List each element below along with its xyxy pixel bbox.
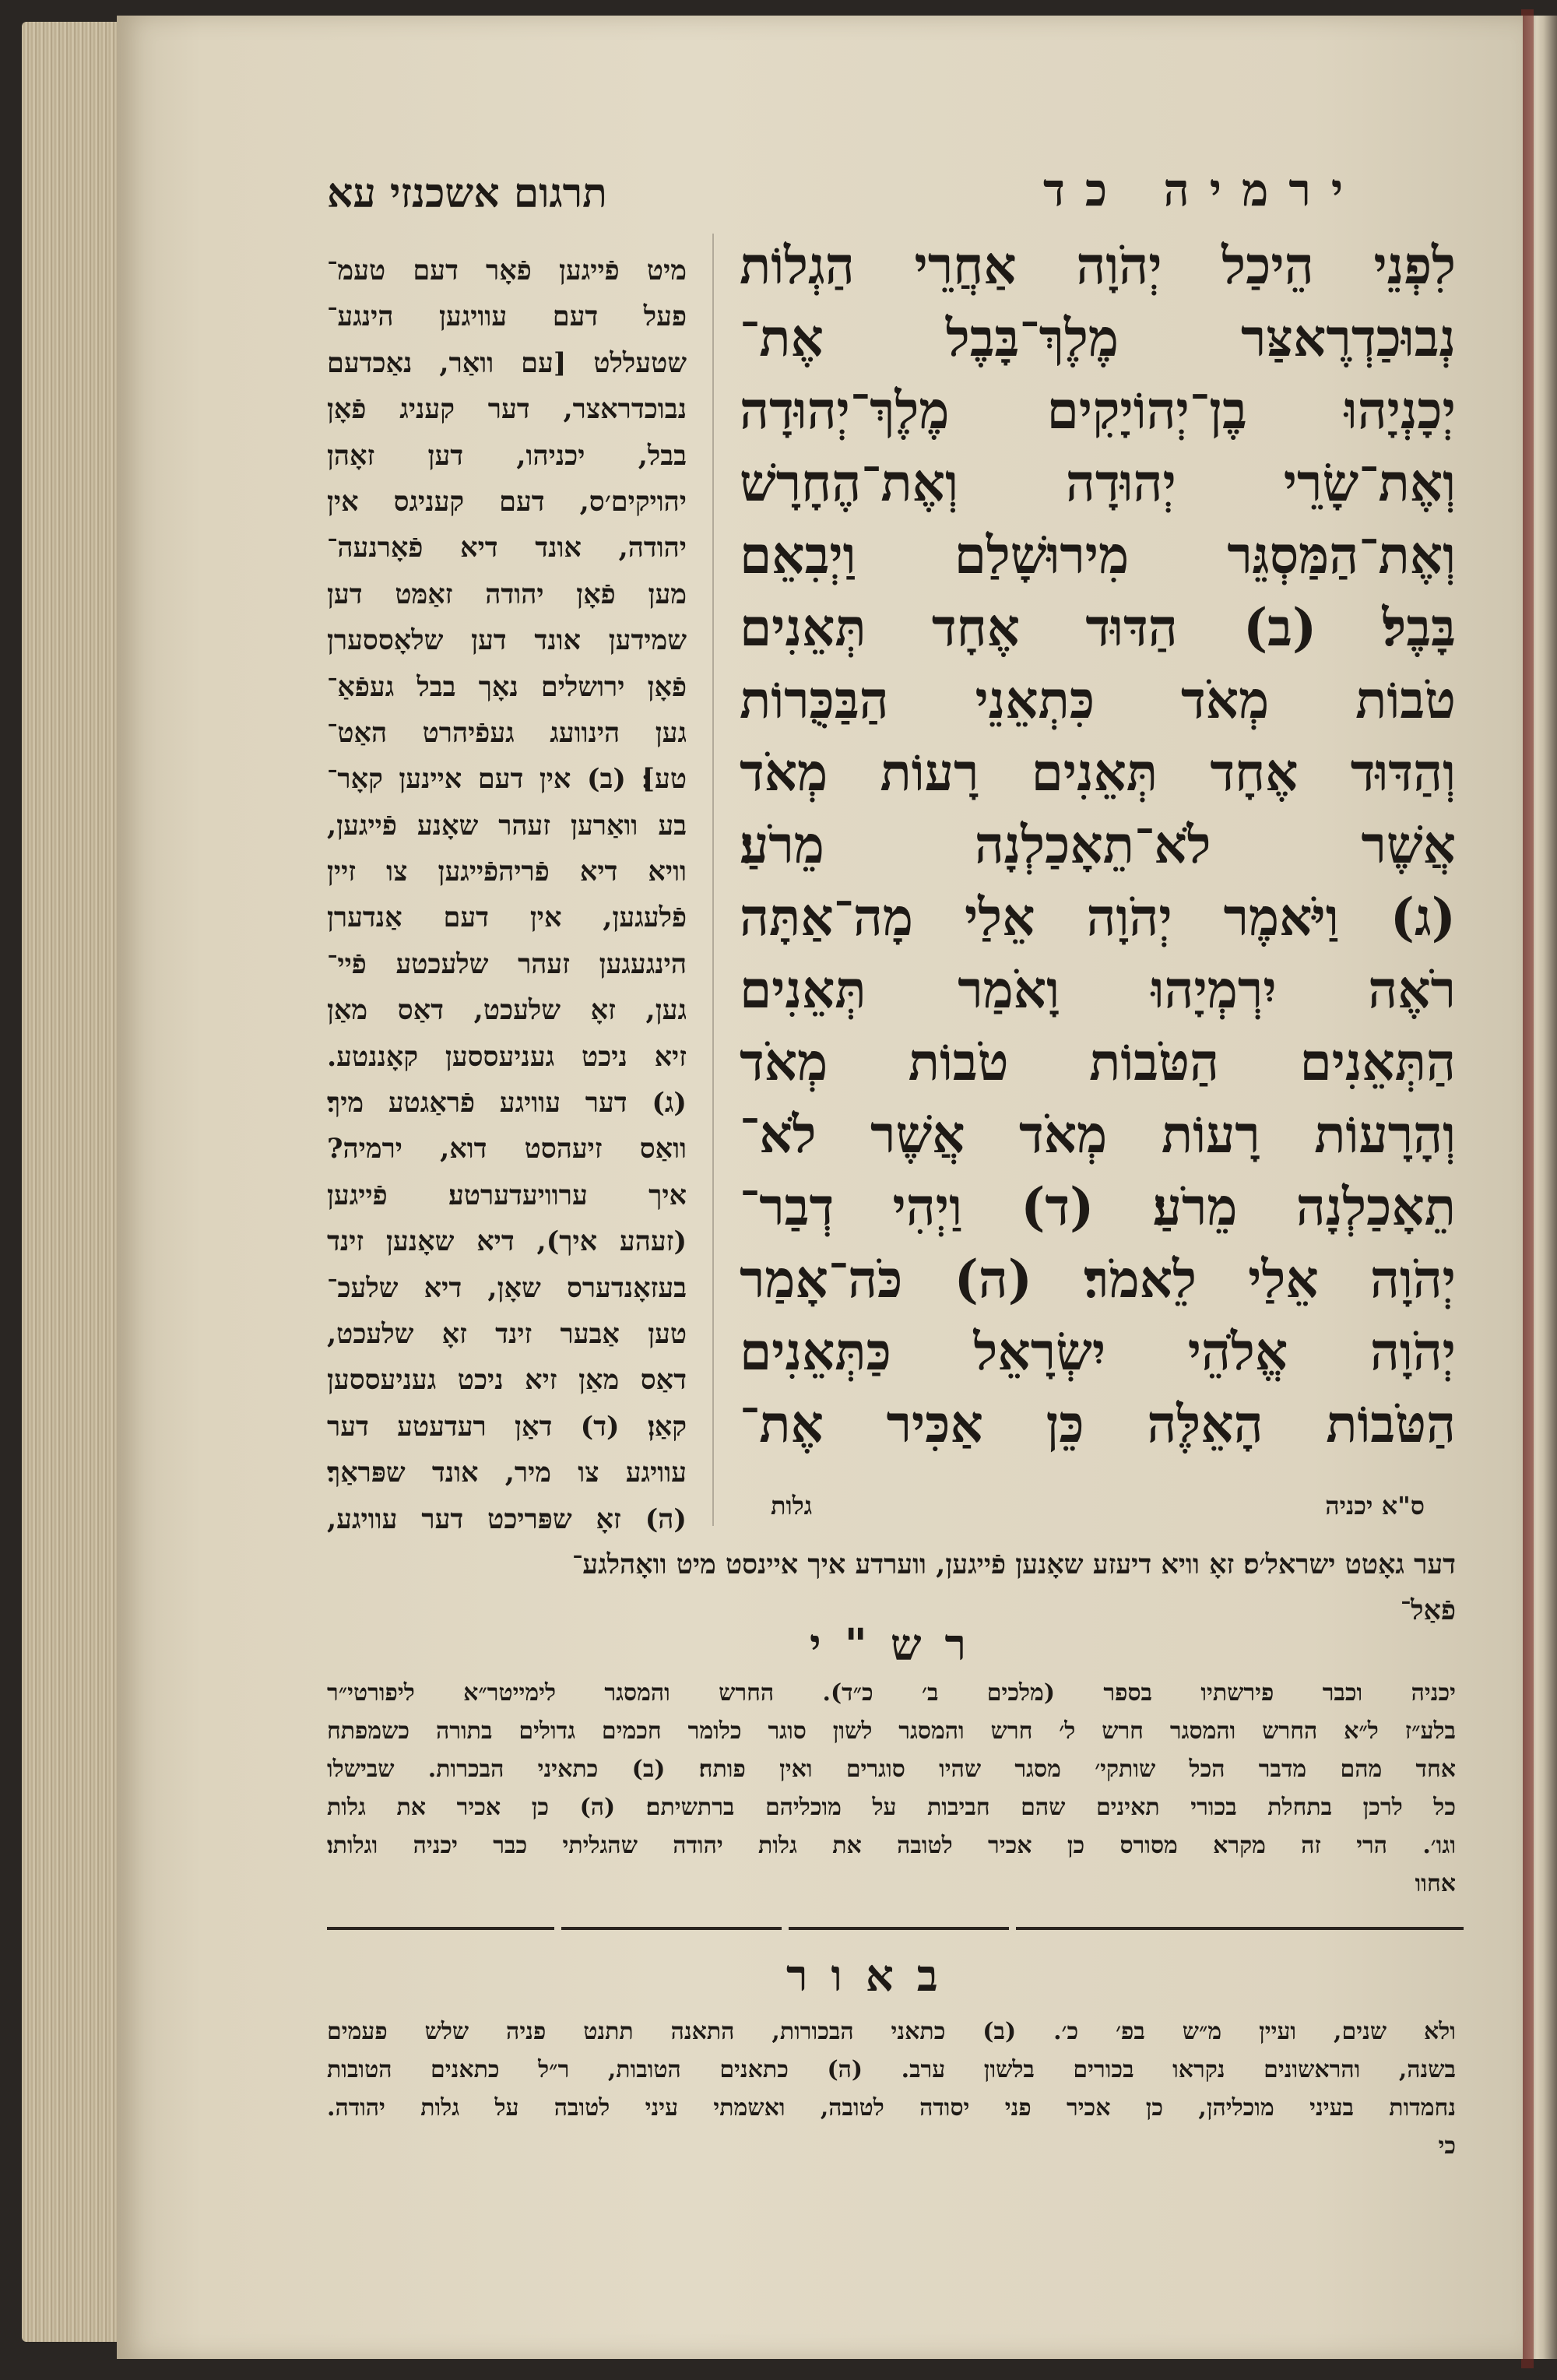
hebrew-line: הַתְּאֵנִים הַטֹּבוֹת טֹבוֹת מְאֹד	[740, 1032, 1456, 1092]
targum-line: דאַס מאַן זיא ניכט געניעססען	[327, 1364, 687, 1397]
hebrew-text-column	[740, 230, 1456, 1461]
targum-line: גען הינוועג געפֿיהרט האַט־	[327, 716, 687, 749]
targum-line: (זעהע איך), דיא שאָנען זינד	[327, 1225, 687, 1258]
running-header-targum: תרגום אשכנזי עא	[327, 170, 607, 217]
targum-line: וואַס זיעהסט דוא, ירמיה?	[327, 1133, 687, 1165]
hebrew-line: בָּבֶל׃ (ב) הַדּוּד אֶחָד תְּאֵנִים	[740, 597, 1456, 658]
biur-heading: באור	[786, 1950, 961, 2002]
footnote-variant-alt: גלות	[771, 1491, 813, 1520]
hebrew-line: וְהָרָעוֹת רָעוֹת מְאֹד אֲשֶׁר לֹא־	[740, 1104, 1456, 1165]
targum-continuation-line: דער גאָטט ישראל׳ס׃ זאָ וויא דיעזע שאָנען פֿייגען, ווערדע איך איינסט מיט וואָהלגע־	[571, 1549, 1456, 1580]
targum-line: פעל דעם עוויגען הינגע־	[327, 301, 687, 333]
targum-continuation-line: פֿאַל־	[1400, 1594, 1456, 1627]
targum-line: (ג) דער עוויגע פֿראַגטע מיך׃	[327, 1087, 687, 1120]
rashi-catchword: אחוו	[1415, 1870, 1456, 1897]
targum-line: גען, זאָ שלעכט, דאַס מאַן	[327, 994, 687, 1027]
hebrew-line: יְכָנְיָהוּ בֶן־יְהוֹיָקִים מֶלֶךְ־יְהוּדָה	[740, 380, 1456, 441]
targum-line: עוויגע צו מיר, אונד שפּראַך׃	[327, 1457, 687, 1489]
hebrew-line: וְאֶת־שָׂרֵי יְהוּדָה וְאֶת־הֶחָרָשׁ	[740, 452, 1456, 513]
targum-line: יהויקים׳ס, דעם קעניגס אין	[327, 485, 687, 518]
targum-line: טען אַבער זינד זאָ שלעכט,	[327, 1317, 687, 1350]
column-divider	[712, 234, 714, 1526]
targum-line: בעזאָנדערס שאָן, דיא שלעכ־	[327, 1271, 687, 1304]
hebrew-line: לִפְנֵי הֵיכַל יְהֹוָה אַחֲרֵי הַגְלוֹת	[740, 235, 1456, 296]
hebrew-line: הַטֹּבוֹת הָאֵלֶּה כֵּן אַכִּיר אֶת־	[740, 1394, 1456, 1454]
rashi-line: כל לרכן בתחלת בכורי תאינים שהם חביבות על מוכליהם ברתשיתם׃ (ה) כן אכיר את גלות	[327, 1794, 1456, 1821]
targum-line: וויא דיא פֿריהפֿייגען צו זיין	[327, 856, 687, 888]
binding-strip	[1521, 9, 1534, 2368]
targum-column	[327, 248, 687, 1542]
targum-line: שטעללט [עם וואַר, נאַכדעם	[327, 346, 687, 379]
rashi-heading: רש"י	[810, 1619, 990, 1671]
hebrew-line: נְבוּכַדְרֶאצַּר מֶלֶךְ־בָּבֶל אֶת־	[740, 308, 1456, 368]
hebrew-line: וְאֶת־הַמַּסְגֵּר מִירוּשָׁלַם וַיְבִאֵם	[740, 525, 1456, 585]
hebrew-line: טֹבוֹת מְאֹד כִּתְאֵנֵי הַבַּכֻּרוֹת	[740, 670, 1456, 730]
biur-line: נחמדות בעיני מוכליהן, כן אכיר פני יסודה לטובה, ואשמתי עיני לטובה על גלות יהודה.	[327, 2094, 1456, 2122]
targum-line: בע וואַרען זעהר שאָנע פֿייגען,	[327, 809, 687, 842]
rashi-line: אחד מהם מדבר הכל שותקי׳ מסגר שהיו סוגרים ואין פותח׃ (ב) כתאיני הבכרות. שבישלו	[327, 1756, 1456, 1783]
biur-line: בשנה, והראשונים נקראו בכורים בלשון ערב. (ה) כתאנים הטובות, ר״ל כתאנים הטובות	[327, 2056, 1456, 2083]
targum-line: נבוכדראצר, דער קעניג פֿאָן	[327, 393, 687, 426]
targum-line: שמידען אונד דען שלאָססערן	[327, 624, 687, 657]
section-rule	[327, 1927, 1464, 1930]
running-header-book: ירמיה כד	[1043, 163, 1364, 216]
targum-line: קאַן׃ (ד) דאַן רעדעטע דער	[327, 1410, 687, 1443]
targum-line: מיט פֿייגען פֿאָר דעם טעמ־	[327, 255, 687, 287]
targum-line: טע]׃ (ב) אין דעם איינען קאָר־	[327, 763, 687, 796]
targum-line: בבל, יכניהו, דען זאָהן	[327, 439, 687, 472]
biur-catchword: כי	[1438, 2132, 1456, 2160]
targum-line: יהודה, אונד דיא פֿאָרנעה־	[327, 532, 687, 564]
rashi-line: וגו׳. הרי זה מקרא מסורס כן אכיר לטובה את גלות יהודה שהגליתי כבר יכניה וגלותו׃	[327, 1832, 1456, 1859]
hebrew-line: וְהַדּוּד אֶחָד תְּאֵנִים רָעוֹת מְאֹד	[740, 742, 1456, 803]
rashi-line: בלע״ז ל״א החרש והמסגר חרש ל׳ חרש והמסגר לשון סוגר כלומר חכמים גדולים בתורה כשמפתח	[327, 1717, 1456, 1745]
hebrew-line: יְהֹוָה אֵלַי לֵאמֹר׃ (ה) כֹּה־אָמַר	[740, 1249, 1456, 1310]
targum-line: פֿאָן ירושלים נאָך בבל געפֿאַ־	[327, 670, 687, 703]
hebrew-footnote	[771, 1491, 1456, 1530]
targum-line: פֿלעגען, אין דעם אַנדערן	[327, 902, 687, 934]
biur-commentary	[327, 2013, 1456, 2165]
targum-line: מען פֿאָן יהודה זאַמּט דען	[327, 578, 687, 610]
hebrew-line: תֵאָכַלְנָה מֵרֹעַ׃ (ד) וַיְהִי דְבַר־	[740, 1176, 1456, 1237]
rashi-line: יכניה וכבר פירשתיו בספר (מלכים ב׳ כ״ד). החרש והמסגר לימייטר״א ליפורטי״ר	[327, 1679, 1456, 1707]
rashi-commentary	[327, 1674, 1456, 1903]
targum-line: (ה) זאָ שפּריכט דער עוויגע,	[327, 1503, 687, 1535]
biur-line: ולא שנים, ועיין מ״ש בפ׳ כ׳. (ב) כתאני הבכורות, התאנה תתנט פניה שלש פעמים	[327, 2018, 1456, 2045]
hebrew-line: (ג) וַיֹּאמֶר יְהֹוָה אֵלַי מָה־אַתָּה	[740, 887, 1456, 947]
targum-line: זיא ניכט געניעססען קאָננטע.	[327, 1040, 687, 1073]
hebrew-line: יְהֹוָה אֱלֹהֵי יִשְׂרָאֵל כַּתְּאֵנִים	[740, 1321, 1456, 1382]
footnote-variant: ס"א יכניה	[1325, 1491, 1425, 1520]
hebrew-line: אֲשֶׁר לֹא־תֵאָכַלְנָה מֵרֹעַ׃	[740, 814, 1456, 875]
targum-line: איך ערוויעדערטע׃ פֿייגען	[327, 1179, 687, 1211]
targum-line: הינגעגען זעהר שלעכטע פֿיי־	[327, 947, 687, 980]
hebrew-line: רֹאֶה יִרְמְיָהוּ וָאֹמַר תְּאֵנִים	[740, 959, 1456, 1020]
